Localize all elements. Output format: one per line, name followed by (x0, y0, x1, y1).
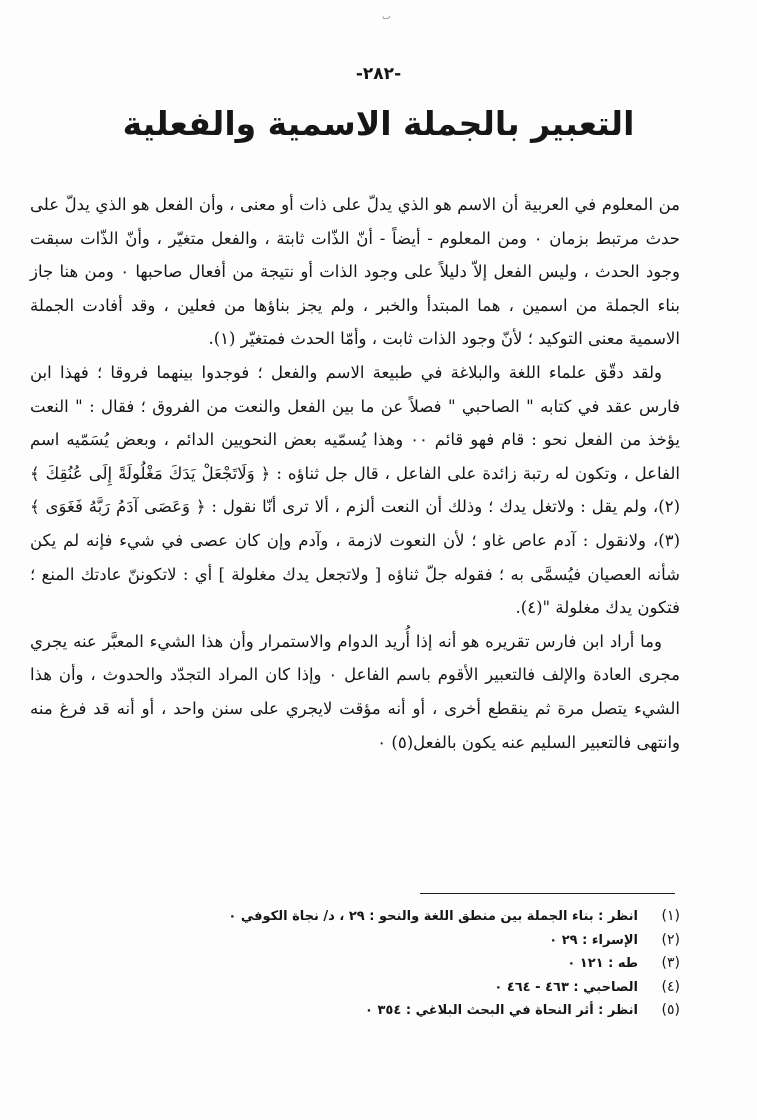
footnote-separator (420, 893, 675, 894)
footnote-text: انظر : أثر النحاة في البحث البلاغي : ٣٥٤ ٠ (365, 1003, 638, 1019)
footnote (220, 952, 680, 976)
footnote-number: (٣) (661, 955, 680, 972)
scan-mark: ٮ (382, 12, 391, 22)
footnote-number: (٥) (661, 1002, 680, 1019)
footnote-text: انظر : بناء الجملة بين منطق اللغة والنحو : ٢٩ ، د/ نجاة الكوفي ٠ (228, 909, 638, 924)
footnote-text: الصاحبي : ٤٦٣ - ٤٦٤ ٠ (494, 979, 638, 995)
page-number: -٢٨٢- (355, 64, 402, 84)
footnote-number: (١) (661, 908, 680, 924)
footnote-text: طه : ١٢١ ٠ (567, 956, 638, 972)
page-title: التعبير بالجملة الاسمية والفعلية (122, 104, 635, 143)
paragraph-1: من المعلوم في العربية أن الاسم هو الذي يدلّ على ذات أو معنى ، وأن الفعل هو الذي يدلّ على حدث مرتبط بزمان ٠ ومن المعلوم - أيضاً - أنّ الذّات ثابتة ، والفعل متغيّر ، وأنّ الذّات سبقت وجود الحدث ، وليس الفعل إلاّ دليلاً على وجود الذات أو نتيجة من أفعال صاحبها ٠ ومن هنا جاز بناء الجملة من اسمين ، هما المبتدأ والخبر ، ولم يجز بناؤها من فعلين ، وقد أفادت الجملة الاسمية معنى التوكيد ؛ لأنّ وجود الذات ثابت ، وأمّا الحدث فمتغيّر (١). (30, 195, 681, 349)
body-text (30, 188, 680, 759)
footnote-number: (٤) (661, 978, 680, 995)
footnote (220, 905, 680, 929)
footnotes (220, 905, 680, 1023)
paragraph-2: ولقد دقّق علماء اللغة والبلاغة في طبيعة الاسم والفعل ؛ فوجدوا بينهما فروقا ؛ فهذا ابن فارس عقد في كتابه " الصاحبي " فصلاً عن ما بين الفعل والنعت من الفروق ؛ فقال : " النعت يؤخذ من الفعل نحو : قام فهو قائم ٠٠ وهذا يُسمّيه بعض النحويين الدائم ، وبعض يُسَمّيه اسم الفاعل ، وتكون له رتبة زائدة على الفاعل ، قال جل ثناؤه : ﴿ وَلَاتَجْعَلْ يَدَكَ مَغْلُولَةً إِلَى عُنُقِكَ ﴾(٢)، ولم يقل : ولاتغل يدك ؛ وذلك أن النعت ألزم ، ألا ترى أنّا نقول : ﴿ وَعَصَى آدَمُ رَبَّهُ فَغَوَى ﴾(٣)، ولانقول : آدم عاص غاو ؛ لأن النعوت لازمة ، وآدم وإن كان عصى في شيء فإنه لم يكن شأنه العصيان فيُسمَّى به ؛ فقوله جلّ ثناؤه [ ولاتجعل يدك مغلولة ] أي : لاتكوننّ عادتك المنع ؛ فتكون يدك مغلولة "(٤). (30, 362, 680, 618)
footnote (220, 929, 680, 953)
footnote-text: الإسراء : ٢٩ ٠ (549, 932, 638, 948)
footnote-number: (٢) (661, 931, 680, 948)
paragraph-3: وما أراد ابن فارس تقريره هو أنه إذا أُريد الدوام والاستمرار وأن هذا الشيء المعبَّر عنه يجري مجرى العادة والإلف فالتعبير الأقوم باسم الفاعل ٠ وإذا كان المراد التجدّد والحدوث ، وأن هذا الشيء يتصل مرة ثم ينقطع أخرى ، أو أنه مؤقت لايجري على سنن واحد ، أو أنه قد فرغ منه وانتهى فالتعبير السليم عنه يكون بالفعل(٥) ٠ (30, 631, 680, 752)
footnote (220, 999, 680, 1023)
footnote (220, 976, 680, 1000)
